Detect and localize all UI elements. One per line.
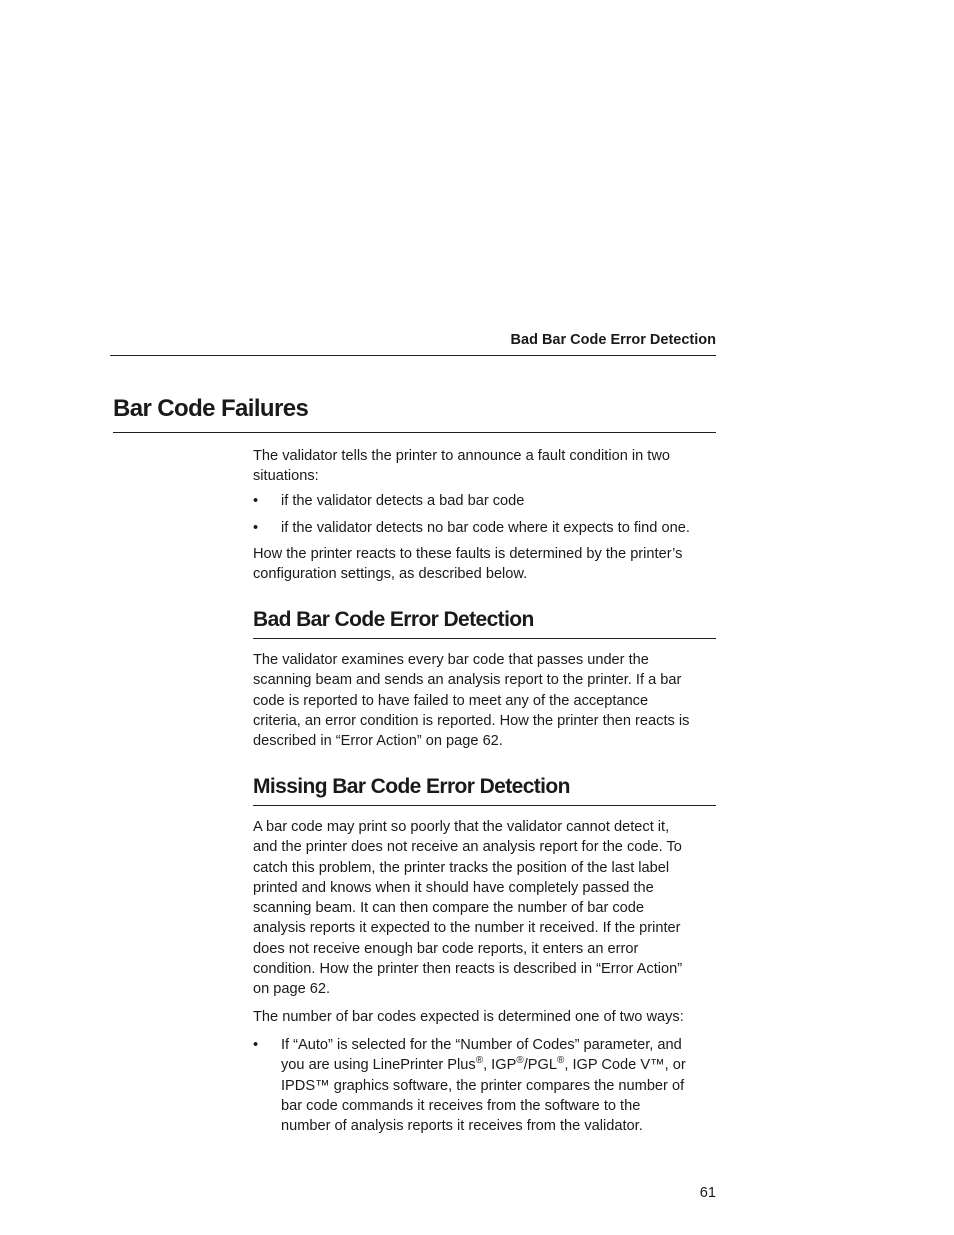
text-line: scanning beam and sends an analysis report to the printer. If a bar	[253, 672, 682, 689]
text-span: , IGP Code V™, or	[564, 1057, 686, 1074]
section-title-bad-bar-code: Bad Bar Code Error Detection	[253, 605, 716, 639]
text-line: The validator examines every bar code that passes under the	[253, 652, 649, 668]
chapter-title: Bar Code Failures	[113, 392, 716, 433]
text-line: configuration settings, as described below.	[253, 566, 528, 583]
intro-paragraph-2	[253, 544, 723, 585]
text-line: if the validator detects a bad bar code	[281, 493, 525, 509]
running-header	[110, 330, 716, 356]
text-line: bar code commands it receives from the software to the	[281, 1097, 641, 1114]
intro-paragraph	[253, 446, 723, 487]
list-item-text	[281, 1035, 723, 1136]
registered-mark: ®	[556, 1055, 565, 1067]
text-line: The validator tells the printer to announce a fault condition in two	[253, 448, 670, 464]
bad-bar-code-paragraph	[253, 650, 723, 751]
list-item-text	[281, 491, 723, 511]
text-line: does not receive enough bar code reports, it enters an error	[253, 940, 639, 957]
text-span: you are using LinePrinter Plus	[281, 1057, 476, 1074]
text-line: analysis reports it expected to the number it received. If the printer	[253, 920, 681, 937]
text-line: described in “Error Action” on page 62.	[253, 733, 503, 750]
bullet-icon: •	[253, 520, 259, 536]
text-span: /PGL	[523, 1057, 557, 1074]
bullet-icon: •	[253, 1037, 259, 1053]
text-line: The number of bar codes expected is determined one of two ways:	[253, 1009, 684, 1025]
bullet-icon: •	[253, 493, 259, 509]
text-line: on page 62.	[253, 981, 331, 998]
list-item-text	[281, 518, 723, 538]
expected-codes-paragraph	[253, 1007, 723, 1027]
running-header-title: Bad Bar Code Error Detection	[510, 332, 716, 348]
text-line: A bar code may print so poorly that the validator cannot detect it,	[253, 819, 670, 835]
section-title-missing-bar-code: Missing Bar Code Error Detection	[253, 772, 716, 806]
text-line	[281, 1055, 723, 1075]
text-line: scanning beam. It can then compare the number of bar code	[253, 900, 645, 917]
page-number: 61	[699, 1185, 716, 1201]
text-line: condition. How the printer then reacts is described in “Error Action”	[253, 961, 683, 978]
text-line: number of analysis reports it receives from the validator.	[281, 1118, 643, 1135]
text-line: and the printer does not receive an analysis report for the code. To	[253, 839, 682, 856]
text-line: printed and knows when it should have completely passed the	[253, 879, 654, 896]
text-line: code is reported to have failed to meet any of the acceptance	[253, 692, 649, 709]
registered-mark: ®	[516, 1055, 524, 1067]
text-line: situations:	[253, 468, 319, 485]
registered-mark: ®	[475, 1055, 484, 1067]
text-span: , IGP	[483, 1057, 517, 1074]
text-line: How the printer reacts to these faults is determined by the printer’s	[253, 546, 683, 562]
text-line: If “Auto” is selected for the “Number of Codes” parameter, and	[281, 1037, 682, 1053]
text-line: criteria, an error condition is reported. How the printer then reacts is	[253, 712, 690, 729]
text-line: catch this problem, the printer tracks the position of the last label	[253, 859, 670, 876]
missing-bar-code-paragraph	[253, 817, 723, 1000]
text-line: if the validator detects no bar code where it expects to find one.	[281, 520, 690, 536]
text-line: IPDS™ graphics software, the printer compares the number of	[281, 1077, 685, 1094]
